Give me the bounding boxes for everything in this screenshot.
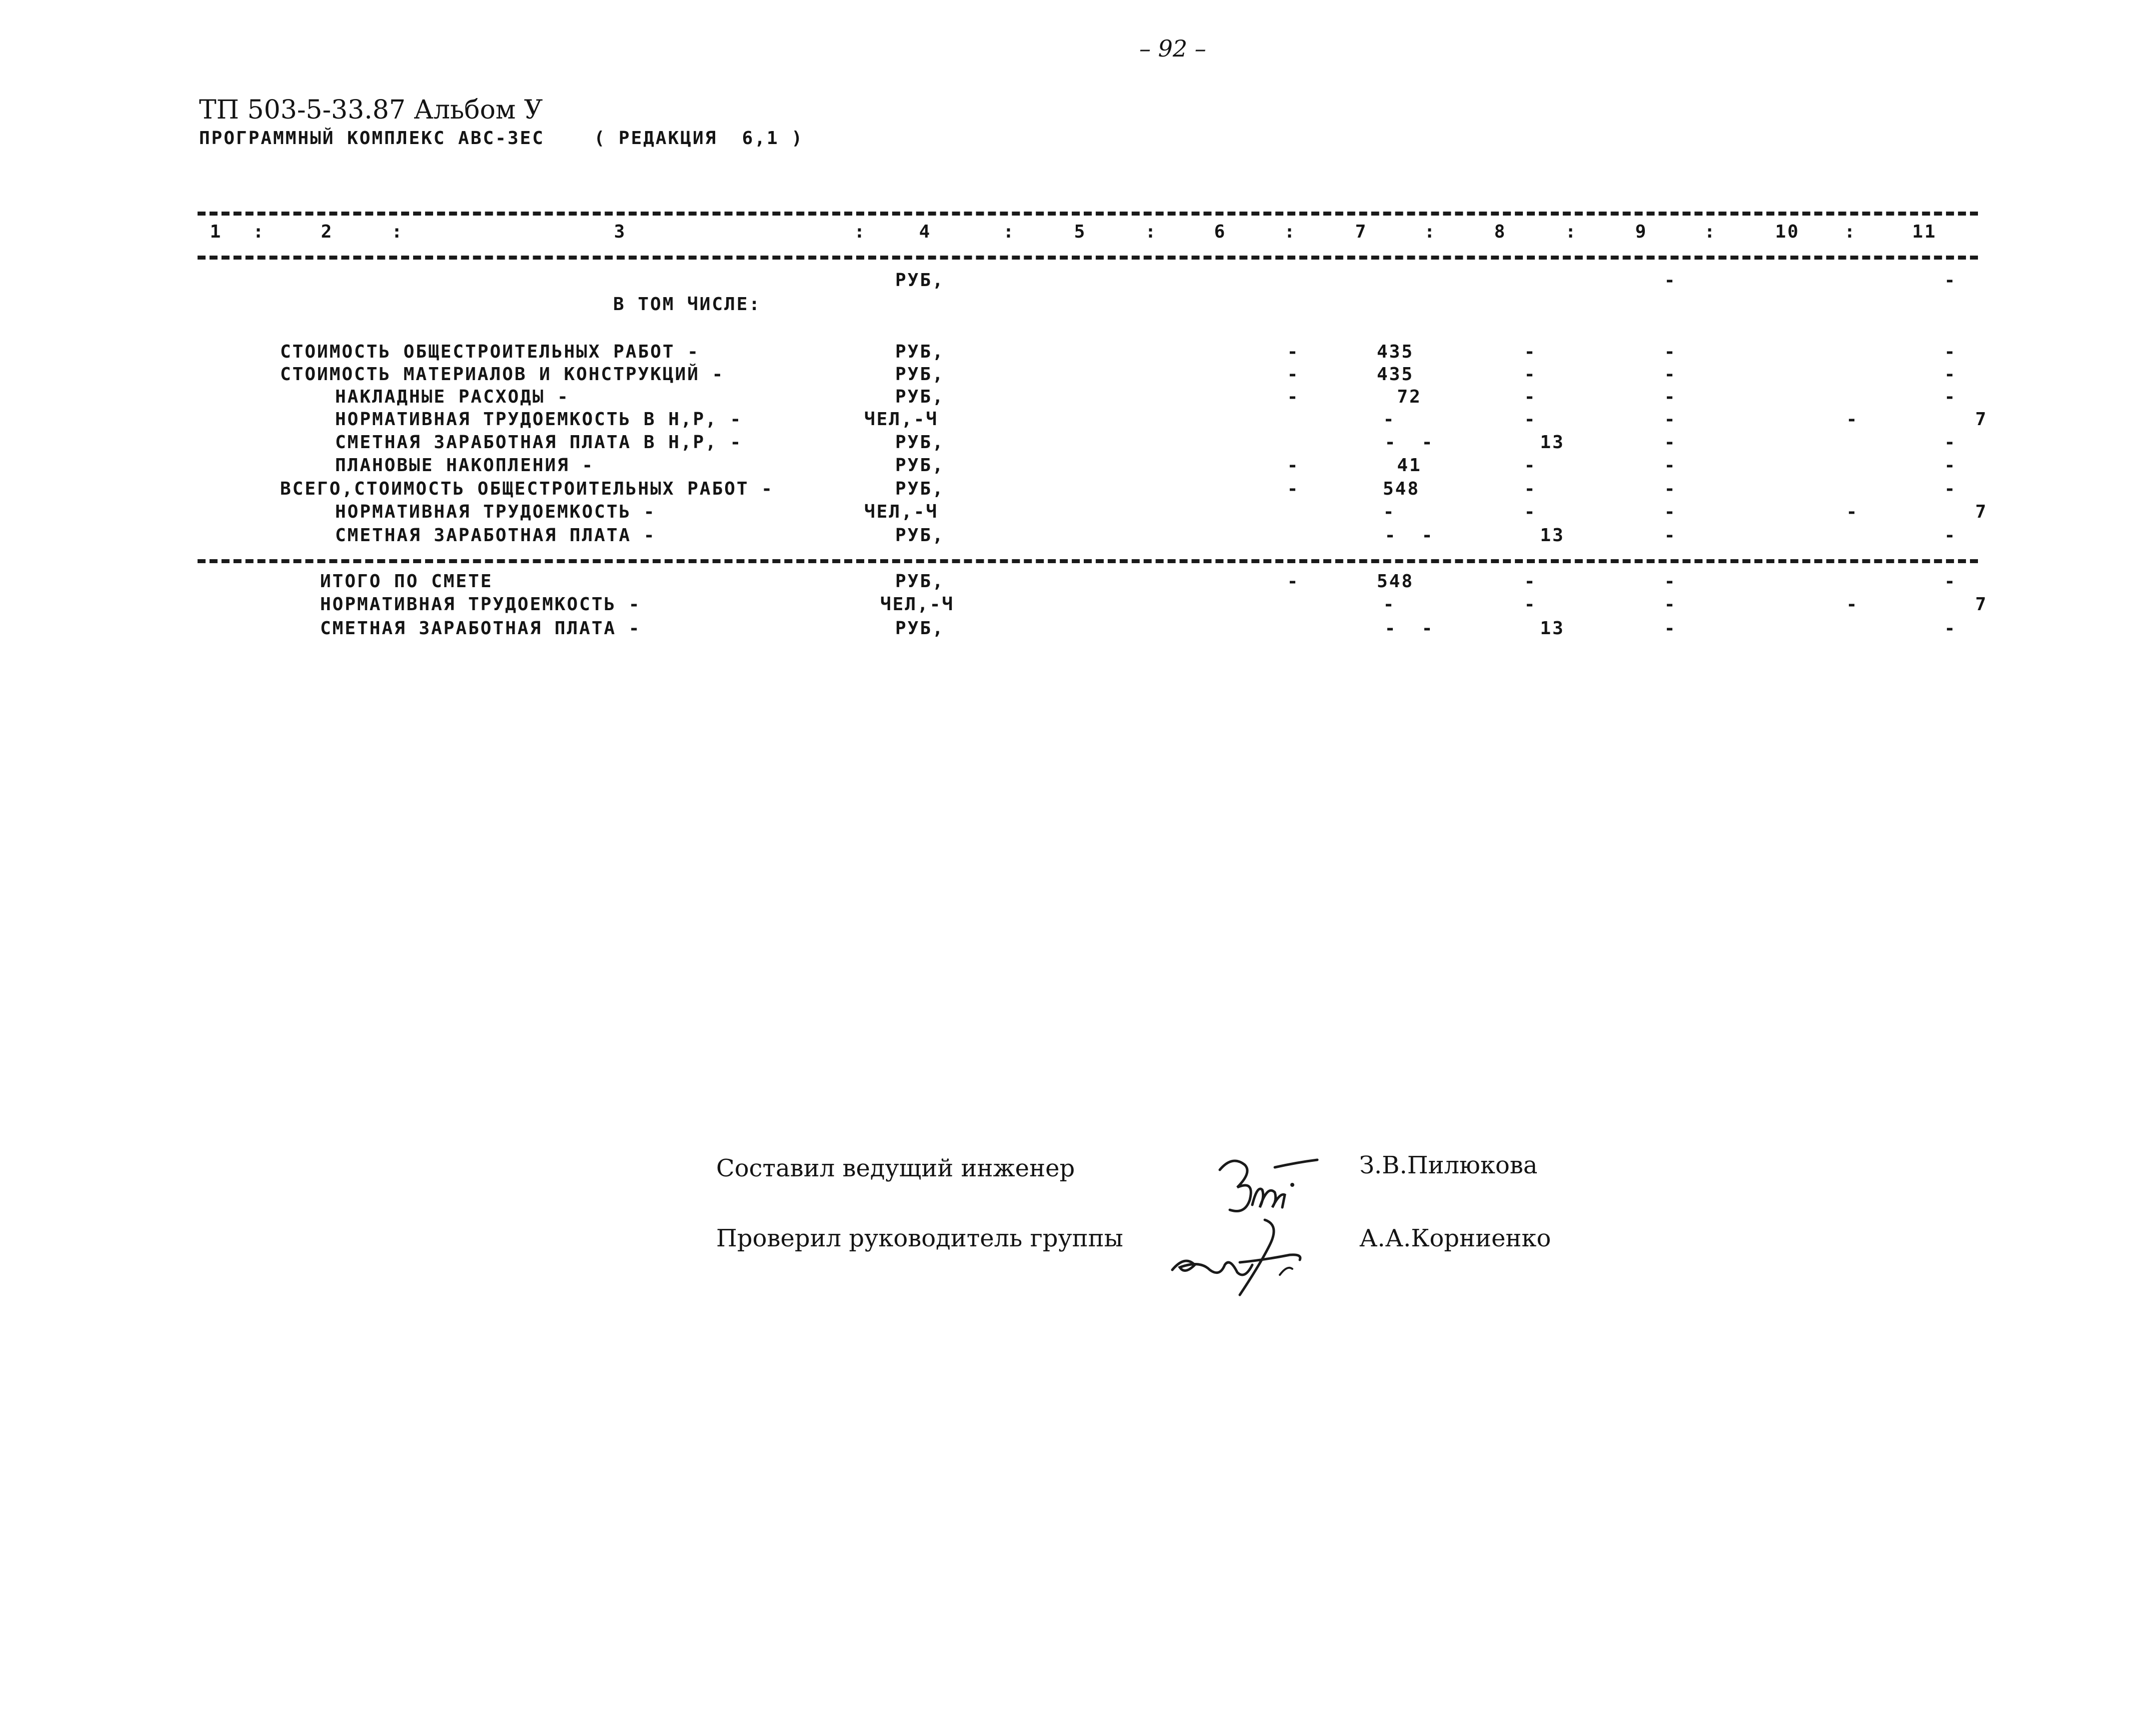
col8-cell: -: [1524, 455, 1537, 476]
checked-by-label: Проверил руководитель группы: [716, 1224, 1123, 1252]
col7-cell: - -: [1384, 432, 1434, 453]
col8-cell: 13: [1540, 525, 1565, 546]
header-sep: :: [1704, 222, 1717, 242]
col7-cell: -: [1383, 409, 1396, 430]
col11-cell: 7: [1975, 502, 1988, 522]
row-label: ИТОГО ПО СМЕТЕ: [320, 571, 493, 592]
compiled-by-name: З.В.Пилюкова: [1359, 1151, 1538, 1179]
row-label: ПЛАНОВЫЕ НАКОПЛЕНИЯ -: [335, 455, 595, 476]
table-rule-top: [198, 212, 1978, 216]
col11-cell: -: [1944, 432, 1957, 453]
col8-cell: -: [1524, 479, 1537, 499]
row-label: СМЕТНАЯ ЗАРАБОТНАЯ ПЛАТА -: [320, 618, 641, 639]
col7-cell: 548: [1376, 571, 1414, 592]
col8-cell: -: [1524, 342, 1537, 362]
header-col-8: 8: [1494, 222, 1507, 242]
col9-cell: -: [1664, 455, 1677, 476]
header-col-4: 4: [919, 222, 932, 242]
row-label: НОРМАТИВНАЯ ТРУДОЕМКОСТЬ -: [335, 502, 656, 522]
header-col-11: 11: [1912, 222, 1937, 242]
col10-cell: -: [1846, 502, 1859, 522]
header-sep: :: [1145, 222, 1158, 242]
col7-cell: -: [1383, 594, 1396, 615]
document-title: ТП 503-5-33.87 Альбом У: [199, 95, 543, 125]
col6-cell: -: [1287, 342, 1300, 362]
col6-cell: -: [1287, 479, 1300, 499]
header-sep: :: [1003, 222, 1016, 242]
col9-cell: -: [1664, 409, 1677, 430]
col9-cell: -: [1664, 387, 1677, 407]
col11-cell: -: [1944, 387, 1957, 407]
row-label: НОРМАТИВНАЯ ТРУДОЕМКОСТЬ В Н,Р, -: [335, 409, 743, 430]
col10-cell: -: [1846, 409, 1859, 430]
header-col-5: 5: [1074, 222, 1087, 242]
row-label: СТОИМОСТЬ ОБЩЕСТРОИТЕЛЬНЫХ РАБОТ -: [280, 342, 700, 362]
row-label: ВСЕГО,СТОИМОСТЬ ОБЩЕСТРОИТЕЛЬНЫХ РАБОТ -: [280, 479, 774, 499]
col8-cell: 13: [1540, 618, 1565, 639]
col9-cell: -: [1664, 342, 1677, 362]
unit-cell: ЧЕЛ,-Ч: [880, 594, 955, 615]
header-col-10: 10: [1775, 222, 1800, 242]
col7-cell: 548: [1382, 479, 1420, 499]
row-label: НОРМАТИВНАЯ ТРУДОЕМКОСТЬ -: [320, 594, 641, 615]
unit-cell: РУБ,: [895, 270, 945, 291]
header-col-2: 2: [321, 222, 334, 242]
col7-cell: - -: [1384, 525, 1434, 546]
unit-cell: РУБ,: [895, 364, 945, 385]
col8-cell: -: [1524, 364, 1537, 385]
unit-cell: ЧЕЛ,-Ч: [864, 409, 939, 430]
header-col-7: 7: [1355, 222, 1368, 242]
header-col-1: 1: [210, 222, 223, 242]
col8-cell: -: [1524, 502, 1537, 522]
col11-cell: -: [1944, 618, 1957, 639]
col11-cell: 7: [1975, 409, 1988, 430]
col11-cell: -: [1944, 571, 1957, 592]
col11-cell: 7: [1975, 594, 1988, 615]
col11-cell: -: [1944, 479, 1957, 499]
header-sep: :: [1565, 222, 1578, 242]
col10-cell: -: [1846, 594, 1859, 615]
header-col-9: 9: [1635, 222, 1648, 242]
handwritten-signature-2: [1145, 1200, 1315, 1311]
col11-cell: -: [1944, 270, 1957, 291]
col9-cell: -: [1664, 618, 1677, 639]
row-label: СТОИМОСТЬ МАТЕРИАЛОВ И КОНСТРУКЦИЙ -: [280, 364, 725, 385]
compiled-by-label: Составил ведущий инженер: [716, 1154, 1075, 1182]
col11-cell: -: [1944, 525, 1957, 546]
page-number: – 92 –: [1139, 35, 1206, 62]
col9-cell: -: [1664, 479, 1677, 499]
col7-cell: -: [1383, 502, 1396, 522]
col6-cell: -: [1287, 387, 1300, 407]
col6-cell: -: [1287, 455, 1300, 476]
header-sep: :: [1284, 222, 1297, 242]
col6-cell: -: [1287, 364, 1300, 385]
table-rule-total: [198, 559, 1978, 563]
col7-cell: 72: [1397, 387, 1422, 407]
checked-by-name: А.А.Корниенко: [1359, 1224, 1551, 1252]
col11-cell: -: [1944, 455, 1957, 476]
col9-cell: -: [1664, 594, 1677, 615]
table-rule-header: [198, 256, 1978, 260]
header-sep: :: [1424, 222, 1437, 242]
col11-cell: -: [1944, 342, 1957, 362]
col7-cell: - -: [1384, 618, 1434, 639]
section-label: В ТОМ ЧИСЛЕ:: [613, 294, 762, 315]
document-subtitle: ПРОГРАММНЫЙ КОМПЛЕКС АВС-ЗЕС ( РЕДАКЦИЯ 6,1 ): [199, 128, 804, 149]
col9-cell: -: [1664, 270, 1677, 291]
row-label: НАКЛАДНЫЕ РАСХОДЫ -: [335, 387, 570, 407]
col8-cell: -: [1524, 571, 1537, 592]
col7-cell: 41: [1397, 455, 1422, 476]
col8-cell: -: [1524, 594, 1537, 615]
header-sep: :: [854, 222, 867, 242]
unit-cell: РУБ,: [895, 342, 945, 362]
col9-cell: -: [1664, 525, 1677, 546]
col9-cell: -: [1664, 432, 1677, 453]
col9-cell: -: [1664, 502, 1677, 522]
row-label: СМЕТНАЯ ЗАРАБОТНАЯ ПЛАТА -: [335, 525, 656, 546]
header-sep: :: [391, 222, 404, 242]
header-col-3: 3: [614, 222, 627, 242]
col11-cell: -: [1944, 364, 1957, 385]
unit-cell: РУБ,: [895, 618, 945, 639]
unit-cell: РУБ,: [895, 571, 945, 592]
col9-cell: -: [1664, 364, 1677, 385]
unit-cell: ЧЕЛ,-Ч: [864, 502, 939, 522]
col8-cell: -: [1524, 409, 1537, 430]
col8-cell: -: [1524, 387, 1537, 407]
col9-cell: -: [1664, 571, 1677, 592]
unit-cell: РУБ,: [895, 432, 945, 453]
col6-cell: -: [1287, 571, 1300, 592]
unit-cell: РУБ,: [895, 525, 945, 546]
unit-cell: РУБ,: [895, 387, 945, 407]
unit-cell: РУБ,: [895, 455, 945, 476]
col7-cell: 435: [1376, 364, 1414, 385]
header-col-6: 6: [1214, 222, 1227, 242]
unit-cell: РУБ,: [895, 479, 945, 499]
col8-cell: 13: [1540, 432, 1565, 453]
row-label: СМЕТНАЯ ЗАРАБОТНАЯ ПЛАТА В Н,Р, -: [335, 432, 743, 453]
header-sep: :: [253, 222, 266, 242]
col7-cell: 435: [1376, 342, 1414, 362]
header-sep: :: [1844, 222, 1857, 242]
